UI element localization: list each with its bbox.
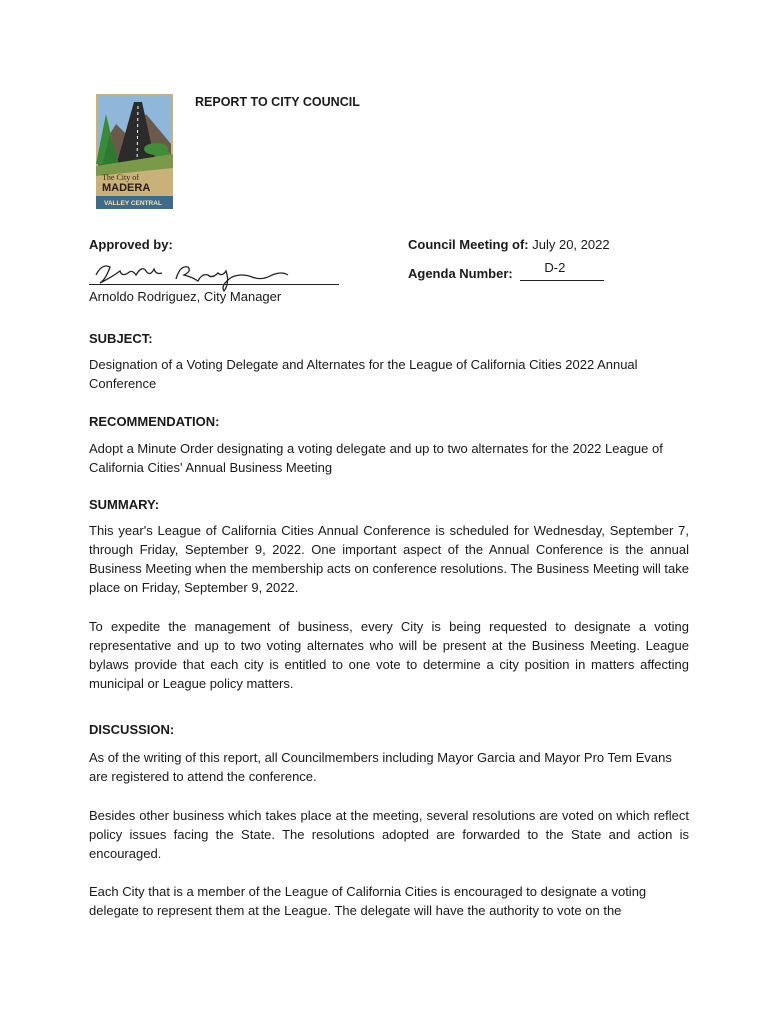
recommendation-text: Adopt a Minute Order designating a voting delegate and up to two alternates for the 2022 League of California Cities' Annual Business Meeting (89, 441, 663, 475)
logo-line1: The City of (102, 173, 139, 182)
madera-city-logo (96, 94, 173, 209)
summary-paragraph-2: To expedite the management of business, every City is being requested to designate a voting representative and up to two voting alternates who will be present at the Business Meeting. League bylaws provide that each city is entitled to one vote to determine a city position in matters affecting municipal or League policy matters. (89, 619, 689, 691)
subject-text: Designation of a Voting Delegate and Alternates for the League of California Cities 2022 Annual Conference (89, 357, 638, 391)
report-title: REPORT TO CITY COUNCIL (195, 95, 360, 109)
discussion-paragraph-1: As of the writing of this report, all Councilmembers including Mayor Garcia and Mayor Pro Tem Evans are registered to attend the conference. (89, 750, 672, 784)
discussion-heading: DISCUSSION: (89, 722, 175, 737)
approved-by-label: Approved by: (89, 237, 173, 252)
agenda-number-row (408, 260, 604, 281)
summary-paragraph-1: This year's League of California Cities Annual Conference is scheduled for Wednesday, September 7, through Friday, September 9, 2022. One important aspect of the Annual Conference is the annual Business Meeting when the membership acts on conference resolutions. The Business Meeting will take place on Friday, September 9, 2022. (89, 523, 689, 595)
council-meeting-date: July 20, 2022 (532, 237, 610, 252)
summary-heading: SUMMARY: (89, 497, 160, 512)
logo-line3: VALLEY CENTRAL (104, 200, 162, 207)
discussion-paragraph-3: Each City that is a member of the League of California Cities is encouraged to designate a voting delegate to represent them at the League. The delegate will have the authority to vote on the (89, 884, 647, 918)
discussion-paragraph-2: Besides other business which takes place at the meeting, several resolutions are voted on which reflect policy issues facing the State. The resolutions adopted are forwarded to the State and action is encouraged. (89, 808, 689, 861)
signer-name: Arnoldo Rodriguez, City Manager (89, 289, 282, 304)
recommendation-heading: RECOMMENDATION: (89, 414, 220, 429)
agenda-number-value: D-2 (544, 260, 566, 275)
council-meeting-row (408, 237, 610, 252)
agenda-number-field (520, 260, 604, 281)
council-meeting-label: Council Meeting of: (408, 237, 529, 252)
subject-heading: SUBJECT: (89, 331, 153, 346)
agenda-number-label: Agenda Number: (408, 266, 513, 281)
signature-line (89, 284, 339, 285)
logo-line2: MADERA (102, 182, 151, 194)
